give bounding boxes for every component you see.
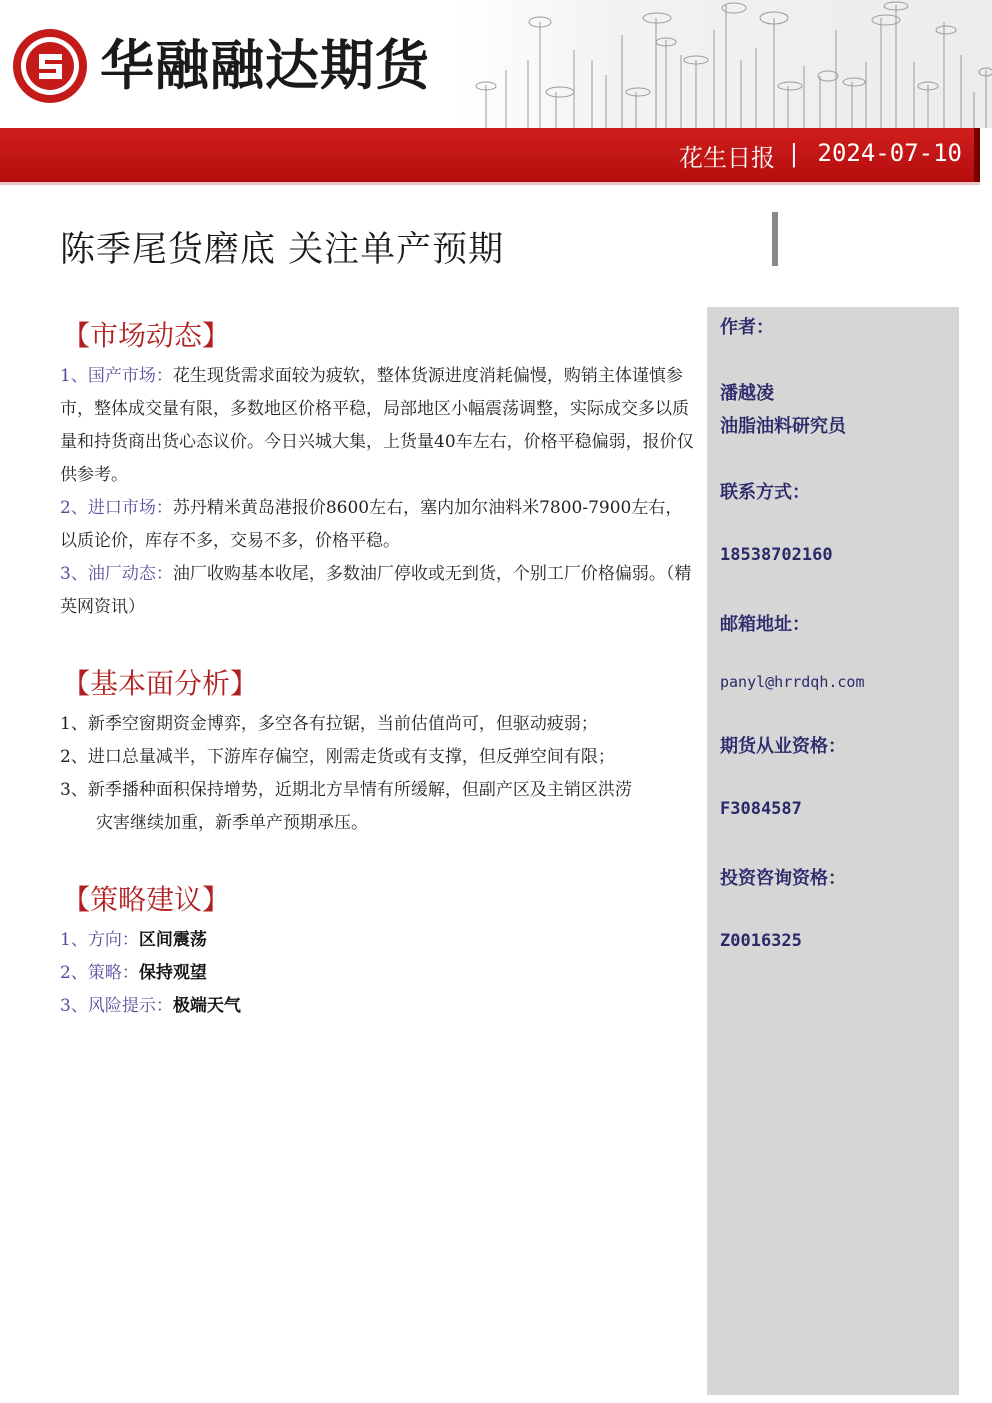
market-item-label: 1、国产市场： [60, 366, 173, 386]
phone-number: 18538702160 [720, 545, 833, 565]
market-item-import [60, 492, 698, 558]
company-logo [10, 26, 90, 106]
advisory-qualification-id: Z0016325 [720, 931, 802, 951]
strategy-item-value: 保持观望 [138, 963, 207, 983]
title-bar-shadow [0, 182, 980, 185]
email-address[interactable]: panyl@hrrdqh.com [720, 673, 865, 691]
report-type: 花生日报 [679, 144, 775, 172]
market-item-label: 3、油厂动态： [60, 564, 173, 584]
fundamentals-item: 1、新季空窗期资金博弈，多空各有拉锯，当前估值尚可，但驱动疲弱； [60, 714, 598, 734]
report-date: 2024-07-10 [817, 139, 962, 167]
market-item-oil-mill [60, 558, 698, 624]
fundamentals-item-continued: 灾害继续加重，新季单产预期承压。 [96, 813, 368, 833]
advisory-qualification-label: 投资咨询资格： [720, 868, 846, 889]
strategy-item-label: 2、策略： [60, 963, 139, 983]
decorative-banner [456, 0, 992, 128]
author-name: 潘越凌 [720, 383, 774, 404]
fundamentals-item: 2、进口总量减半，下游库存偏空，刚需走货或有支撑，但反弹空间有限； [60, 747, 615, 767]
market-item-text: 油厂收购基本收尾，多数油厂停收或无到货，个别工厂价格偏弱。（精英网资讯） [60, 564, 692, 617]
futures-qualification-id: F3084587 [720, 799, 802, 819]
author-title: 油脂油料研究员 [720, 416, 846, 437]
strategy-item-label: 1、方向： [60, 930, 139, 950]
market-item-text: 花生现货需求面较为疲软，整体货源进度消耗偏慢，购销主体谨慎参市，整体成交量有限，多数地区价格平稳，局部地区小幅震荡调整，实际成交多以质量和持货商出货心态议价。今日兴城大集，上货量40车左右，价格平稳偏弱，报价仅供参考。 [60, 366, 694, 485]
strategy-item-value: 极端天气 [172, 996, 241, 1016]
fundamentals-heading: 【基本面分析】 [62, 667, 259, 700]
title-divider [772, 212, 778, 266]
author-label: 作者： [720, 317, 774, 338]
futures-qualification-label: 期货从业资格： [720, 736, 846, 757]
strategy-item-label: 3、风险提示： [60, 996, 173, 1016]
strategy-item-risk [60, 990, 698, 1023]
strategy-item-direction [60, 924, 698, 957]
title-bar [0, 128, 980, 182]
market-item-text: 苏丹精米黄岛港报价8600左右，塞内加尔油料米7800-7900左右，以质论价，库存不多，交易不多，价格平稳。 [60, 498, 683, 551]
company-name: 华融融达期货 [100, 34, 430, 97]
market-item-domestic [60, 360, 698, 492]
market-item-label: 2、进口市场： [60, 498, 173, 518]
title-bar-edge [974, 128, 980, 182]
strategy-item-value: 区间震荡 [138, 930, 207, 950]
title-separator: | [789, 140, 798, 168]
fundamentals-item: 3、新季播种面积保持增势，近期北方旱情有所缓解，但副产区及主销区洪涝 [60, 780, 632, 800]
strategy-item-strategy [60, 957, 698, 990]
market-heading: 【市场动态】 [62, 319, 231, 352]
strategy-heading: 【策略建议】 [62, 883, 231, 916]
author-sidebar [707, 307, 959, 1395]
contact-label: 联系方式： [720, 482, 810, 503]
report-header [0, 0, 992, 185]
report-title: 陈季尾货磨底 关注单产预期 [60, 230, 505, 270]
email-label: 邮箱地址： [720, 614, 810, 635]
